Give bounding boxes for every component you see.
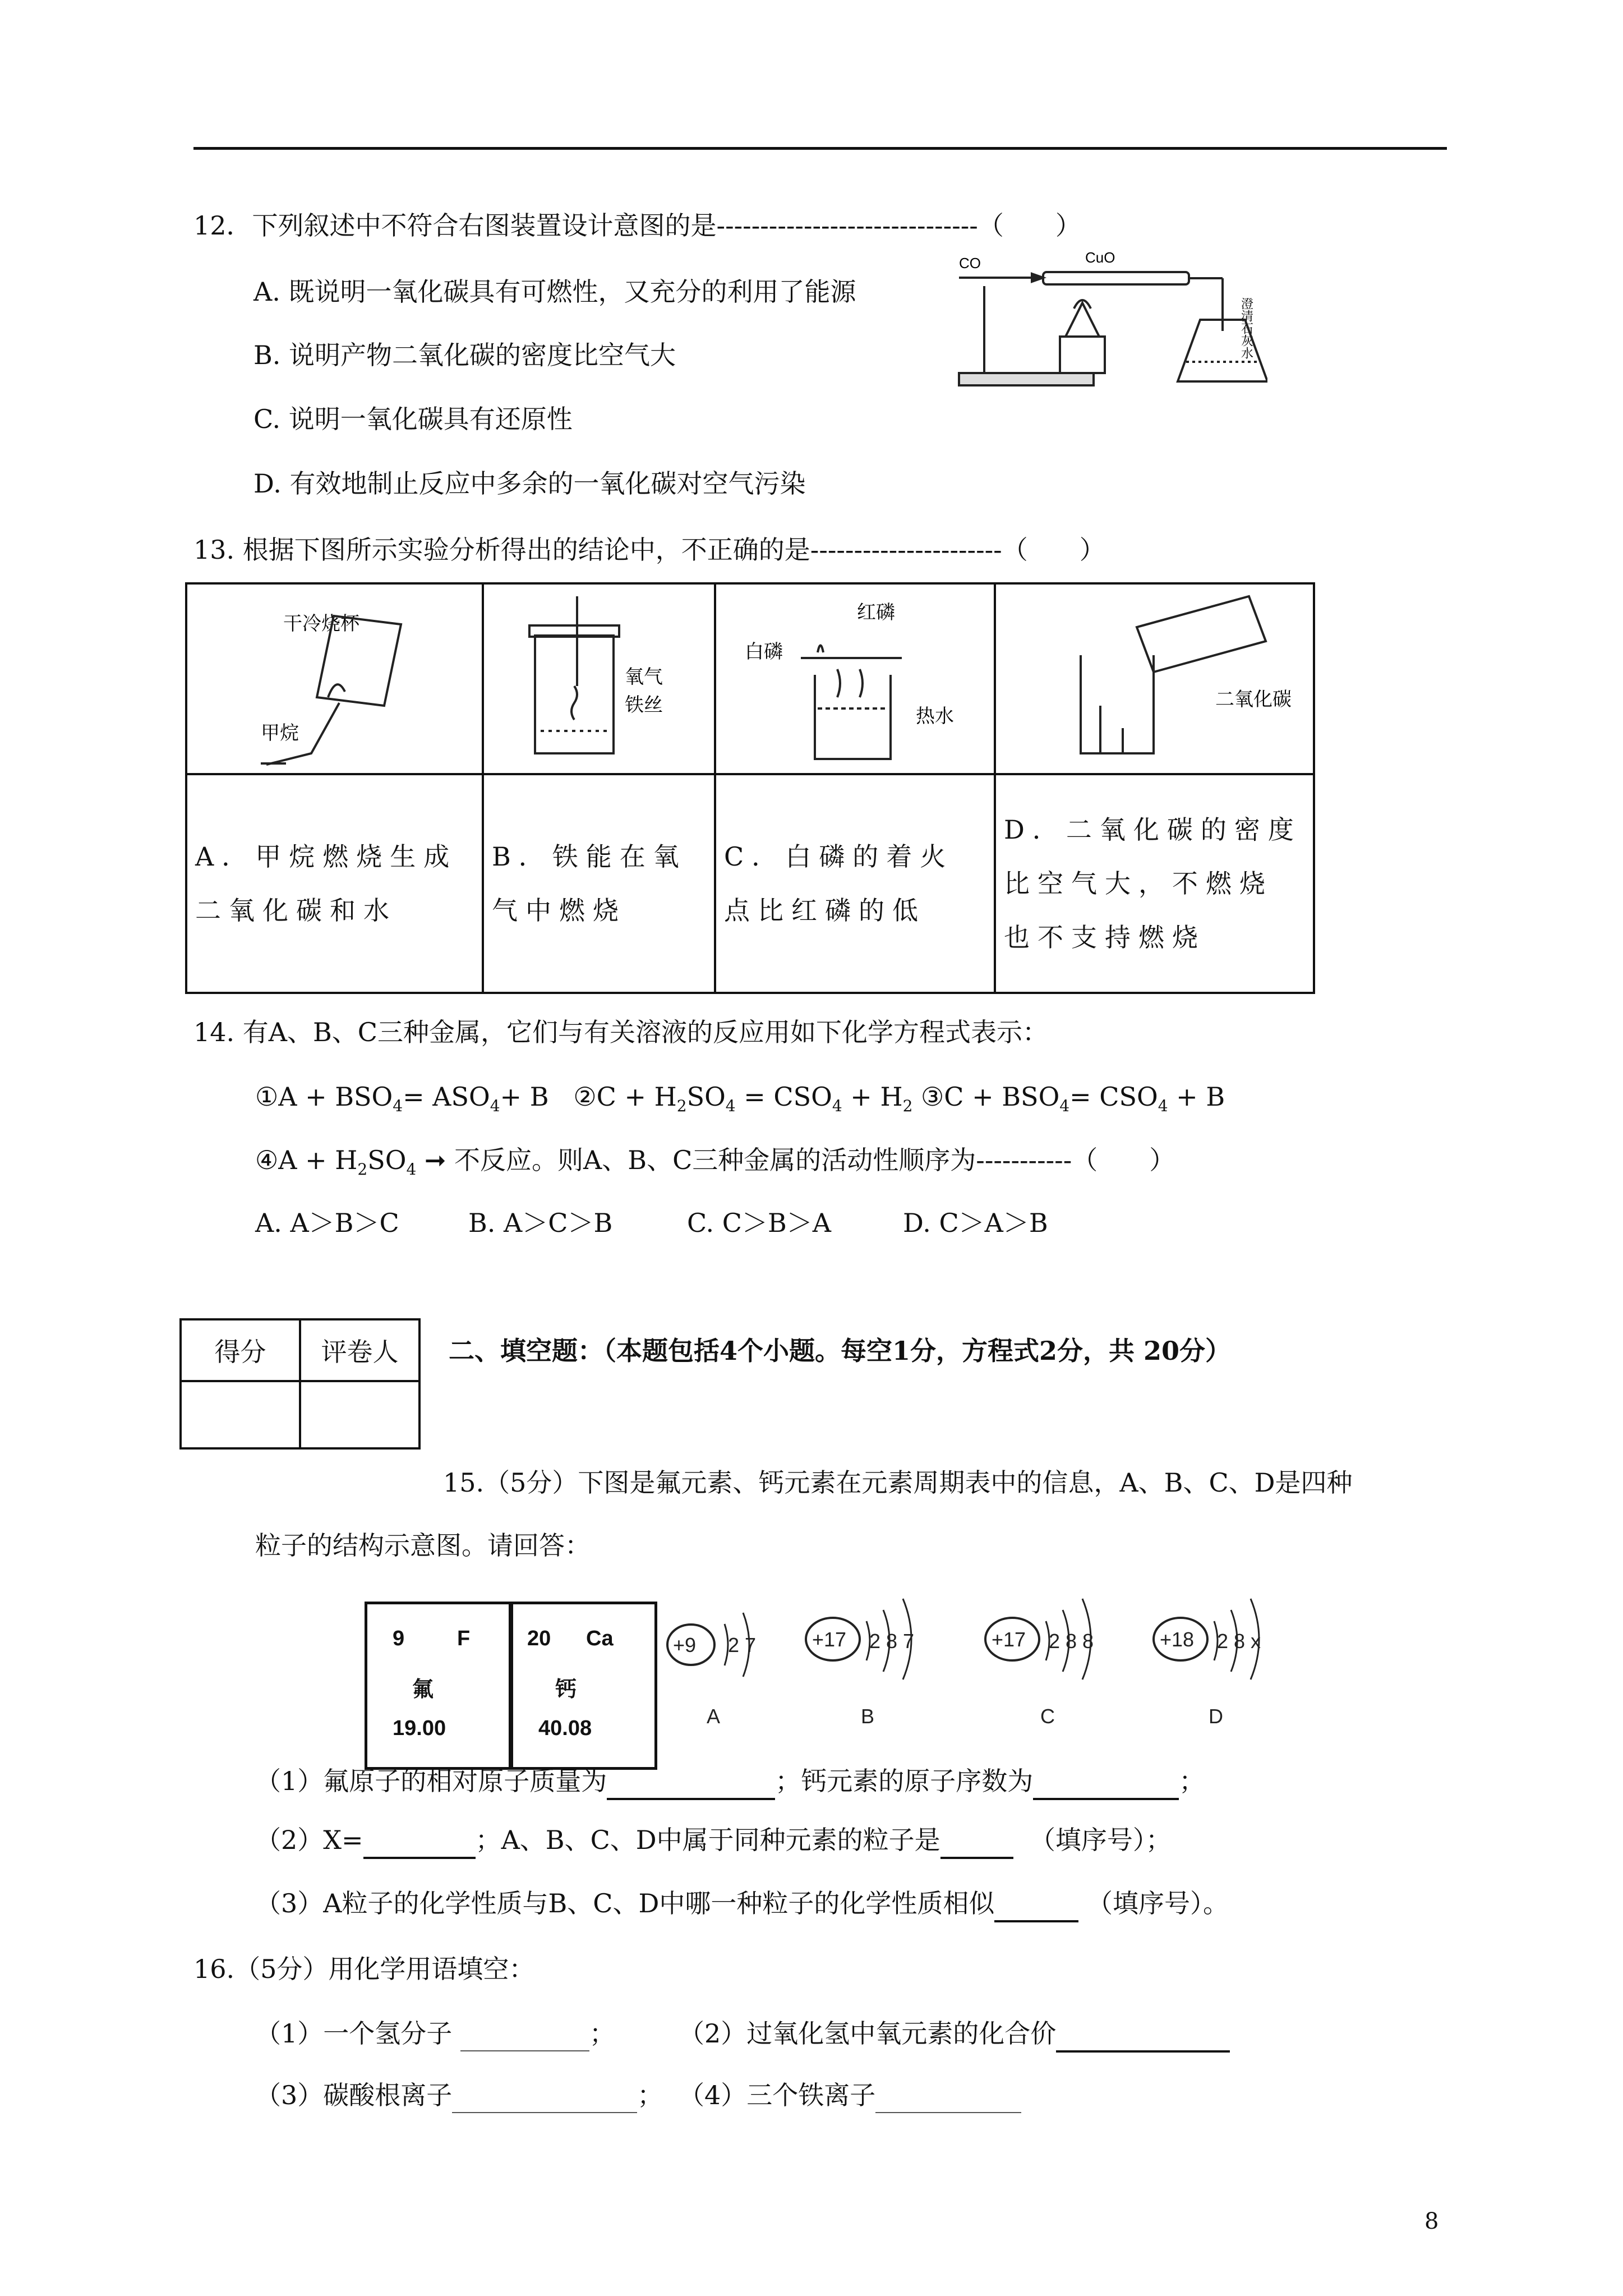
white-phosphorus-label: 白磷 (745, 641, 783, 663)
particle-b (806, 1599, 914, 1728)
header-rule (193, 147, 1447, 150)
q13-stem: 13. 根据下图所示实验分析得出的结论中，不正确的是----------------------（ ） (193, 535, 1105, 565)
score-cell (181, 1381, 300, 1448)
particle-structure-diagrams (662, 1582, 1295, 1733)
svg-text:2 7: 2 7 (728, 1634, 757, 1657)
svg-text:2 8 8: 2 8 8 (1049, 1630, 1094, 1653)
q13-figure-a (186, 583, 483, 774)
svg-text:A: A (707, 1705, 721, 1728)
svg-text:B: B (861, 1705, 875, 1728)
q12-option-a: A. 既说明一氧化碳具有可燃性，又充分的利用了能源 (253, 277, 856, 307)
q16-stem: 16.（5分）用化学用语填空： (193, 1954, 535, 1984)
q15-part3: （3）A粒子的化学性质与B、C、D中哪一种粒子的化学性质相似 （填序号）。 (255, 1887, 1229, 1922)
element-card-fluorine: 9 F 氟 19.00 (365, 1602, 511, 1770)
section-2-heading: 二、填空题：（本题包括4个小题。每空1分，方程式2分，共 20分） (449, 1336, 1232, 1366)
q13-option-d: D．二氧化碳的密度比空气大，不燃烧也不支持燃烧 (995, 774, 1314, 993)
q13-experiment-table (185, 582, 1315, 994)
grader-label: 评卷人 (300, 1319, 419, 1381)
q13-option-b: B．铁能在氧气中燃烧 (483, 774, 715, 993)
q16-part1: （1）一个氢分子 ； (255, 2017, 615, 2051)
q12-option-d: D. 有效地制止反应中多余的一氧化碳对空气污染 (253, 468, 806, 499)
svg-text:+9: +9 (673, 1634, 697, 1657)
q14-choice-d: D. C＞A＞B (903, 1208, 1048, 1238)
answer-blank-carbonate-ion[interactable] (452, 2078, 637, 2113)
page-number: 8 (1424, 2208, 1439, 2234)
red-phosphorus-label: 红磷 (857, 601, 895, 624)
q14-choice-c: C. C＞B＞A (687, 1208, 832, 1238)
svg-text:+17: +17 (992, 1628, 1026, 1651)
svg-text:2 8 7: 2 8 7 (869, 1630, 915, 1653)
co-label: CO (959, 255, 981, 272)
grader-cell (300, 1381, 419, 1448)
answer-blank-x[interactable] (363, 1823, 476, 1859)
methane-label: 甲烷 (261, 722, 299, 744)
q13-figure-b (483, 583, 715, 774)
q16-part3: （3）碳酸根离子 ； (255, 2078, 663, 2113)
particle-a (667, 1613, 756, 1728)
answer-blank-hydrogen-molecule[interactable] (460, 2017, 589, 2051)
beaker-label: 干冷烧杯 (283, 613, 359, 635)
oxygen-label: 氧气 (625, 666, 663, 688)
q15-part1: （1）氟原子的相对原子质量为 ；钙元素的原子序数为 ； (255, 1764, 1205, 1800)
particle-d (1154, 1599, 1261, 1728)
q12-option-b: B. 说明产物二氧化碳的密度比空气大 (253, 340, 676, 370)
q14-equations-line1: ①A + $BSO_4= ASO_4+ B$ ②C + $H_2SO_4 = CSO_4 + H_2$ ③C + $BSO_4= CSO_4 + B$ (255, 1082, 1225, 1116)
score-box (179, 1318, 421, 1450)
q15-stem-line2: 粒子的结构示意图。请回答： (255, 1530, 591, 1561)
score-label: 得分 (181, 1319, 300, 1381)
answer-blank-iron-ions[interactable] (875, 2078, 1021, 2113)
q14-choice-b: B. A＞C＞B (468, 1208, 613, 1238)
svg-text:C: C (1040, 1705, 1055, 1728)
q14-equation-line2: ④A + $H_2SO_4$ ➞ 不反应。则A、B、C三种金属的活动性顺序为-----------（ ） (255, 1145, 1175, 1179)
limewater-label: 澄清石灰水 (1239, 297, 1253, 359)
q12-apparatus-figure (953, 236, 1267, 398)
svg-text:+17: +17 (812, 1628, 847, 1651)
answer-blank-same-element[interactable] (940, 1823, 1013, 1859)
q13-option-c: C．白磷的着火点比红磷的低 (715, 774, 995, 993)
iron-wire-label: 铁丝 (625, 694, 663, 716)
q15-part2: （2）X= ；A、B、C、D中属于同种元素的粒子是 （填序号）； (255, 1823, 1172, 1859)
q13-figure-d (995, 583, 1314, 774)
q12-option-c: C. 说明一氧化碳具有还原性 (253, 404, 573, 434)
element-card-calcium: 20 Ca 钙 40.08 (510, 1602, 657, 1770)
answer-blank-f-mass[interactable] (607, 1764, 775, 1800)
hot-water-label: 热水 (916, 705, 954, 728)
q16-part2: （2）过氧化氢中氧元素的化合价 (679, 2017, 1230, 2053)
answer-blank-similar[interactable] (994, 1887, 1078, 1922)
q14-stem: 14. 有A、B、C三种金属，它们与有关溶液的反应用如下化学方程式表示： (193, 1017, 1048, 1047)
q12-stem: 12．下列叙述中不符合右图装置设计意图的是------------------------------（ ） (193, 210, 1081, 241)
cuo-label: CuO (1085, 249, 1115, 266)
q13-option-a: A．甲烷燃烧生成二氧化碳和水 (186, 774, 483, 993)
answer-blank-oxygen-valence[interactable] (1056, 2017, 1230, 2053)
svg-text:2 8 x: 2 8 x (1217, 1630, 1261, 1653)
co2-label: 二氧化碳 (1215, 688, 1292, 711)
q13-figure-c (715, 583, 995, 774)
particle-c (985, 1599, 1094, 1728)
q16-part4: （4）三个铁离子 (679, 2078, 1021, 2113)
q15-stem-line1: 15.（5分）下图是氟元素、钙元素在元素周期表中的信息，A、B、C、D是四种 (443, 1467, 1353, 1498)
svg-text:D: D (1209, 1705, 1223, 1728)
q14-choice-a: A. A＞B＞C (255, 1208, 399, 1238)
answer-blank-ca-number[interactable] (1033, 1764, 1179, 1800)
svg-text:+18: +18 (1160, 1628, 1195, 1651)
